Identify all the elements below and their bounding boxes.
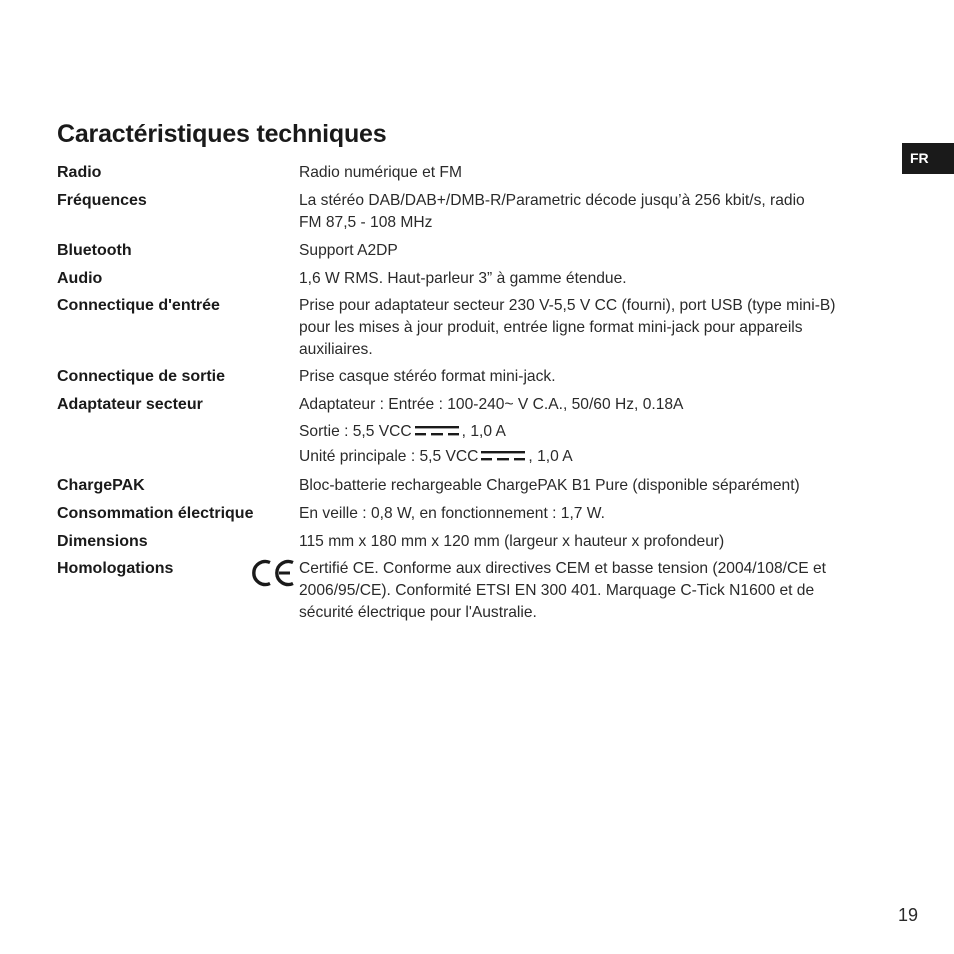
value-line: Prise pour adaptateur secteur 230 V-5,5 V CC (fourni), port USB (type mini-B) [299,297,836,314]
language-tab: FR [902,143,954,174]
page-title: Caractéristiques techniques [57,120,387,148]
main-unit-prefix: Unité principale : 5,5 VCC [299,448,479,465]
spec-value [299,394,904,468]
spec-label: Adaptateur secteur [57,396,203,413]
value-line: pour les mises à jour produit, entrée ligne format mini-jack pour appareils [299,319,803,336]
value-line: auxiliaires. [299,341,373,358]
spec-value: En veille : 0,8 W, en fonctionnement : 1,7 W. [299,505,605,522]
spec-value: Radio numérique et FM [299,164,462,181]
spec-label: Connectique de sortie [57,368,226,385]
spec-label: Audio [57,270,103,287]
spec-label: Consommation électrique [57,505,254,522]
value-line: sécurité électrique pour l'Australie. [299,604,537,621]
spec-label: Radio [57,164,102,181]
value-line: La stéréo DAB/DAB+/DMB-R/Parametric décode jusqu’à 256 kbit/s, radio [299,192,805,209]
spec-value: Support A2DP [299,242,398,259]
main-unit-suffix: , 1,0 A [528,448,573,465]
adapter-output-prefix: Sortie : 5,5 VCC [299,423,412,440]
spec-label: ChargePAK [57,477,145,494]
spec-label: Fréquences [57,192,147,209]
spec-value: Bloc-batterie rechargeable ChargePAK B1 Pure (disponible séparément) [299,477,800,494]
dc-current-icon [415,424,459,438]
spec-label: Dimensions [57,533,148,550]
ce-mark-icon [250,558,296,588]
dc-current-icon [481,449,525,463]
value-line: Certifié CE. Conforme aux directives CEM et basse tension (2004/108/CE et [299,560,826,577]
spec-label: Homologations [57,560,174,577]
adapter-output-suffix: , 1,0 A [461,423,506,440]
value-line: FM 87,5 - 108 MHz [299,214,433,231]
page-number: 19 [898,905,919,925]
spec-value [299,558,904,624]
spec-value: 115 mm x 180 mm x 120 mm (largeur x hauteur x profondeur) [299,533,725,550]
spec-label: Connectique d'entrée [57,297,220,314]
spec-value: 1,6 W RMS. Haut-parleur 3” à gamme étendue. [299,270,627,287]
spec-value [299,190,904,234]
spec-value: Prise casque stéréo format mini-jack. [299,368,556,385]
adapter-output-line [299,421,904,443]
main-unit-line [299,446,904,468]
spec-value [299,295,904,361]
spec-label: Bluetooth [57,242,132,259]
value-line: 2006/95/CE). Conformité ETSI EN 300 401. Marquage C-Tick N1600 et de [299,582,815,599]
value-line: Adaptateur : Entrée : 100-240~ V C.A., 50/60 Hz, 0.18A [299,396,684,413]
